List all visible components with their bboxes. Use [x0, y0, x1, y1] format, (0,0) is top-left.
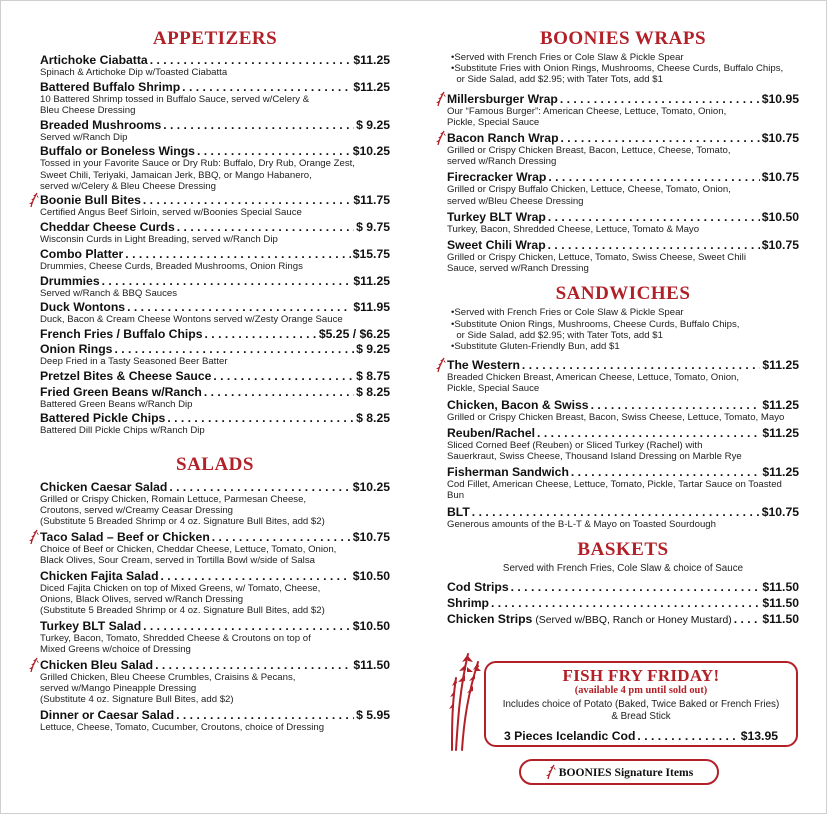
leader-dots [182, 80, 351, 94]
wheat-icon [435, 357, 447, 373]
leader-dots [561, 131, 760, 145]
menu-item-name: Combo Platter [40, 246, 124, 261]
leader-dots [571, 465, 760, 479]
menu-item-name: Cheddar Cheese Curds [40, 220, 175, 235]
leader-dots [548, 170, 759, 184]
menu-item-name: Fried Green Beans w/Ranch [40, 384, 202, 399]
menu-item [40, 369, 390, 383]
menu-item-price: $11.25 [762, 425, 799, 440]
leader-dots [169, 480, 350, 494]
menu-item-price: $ 8.25 [356, 411, 390, 426]
menu-item-name: Drummies [40, 273, 100, 288]
menu-item [40, 53, 390, 78]
menu-item-name: Taco Salad – Beef or Chicken [40, 529, 210, 544]
menu-item-name: Millersburger Wrap [447, 91, 558, 106]
leader-dots [163, 118, 354, 132]
note-line: •Substitute Onion Rings, Mushrooms, Cheese Curds, Buffalo Chips, [451, 318, 740, 330]
menu-item-price: $10.75 [352, 529, 390, 544]
menu-item-price: $11.25 [353, 273, 390, 288]
menu-item [40, 385, 390, 410]
fish-fry-desc [486, 699, 796, 723]
menu-item-description: Wisconsin Curds in Light Breading, served w/Ranch Dip [40, 234, 278, 246]
signature-items-badge [519, 759, 719, 785]
note-line: or Side Salad, add $2.95; with Tater Tots, add $1 [451, 329, 663, 341]
menu-item-price: $11.25 [762, 465, 799, 480]
menu-item-price: $10.75 [761, 504, 799, 519]
menu-item-name: Chicken Fajita Salad [40, 568, 159, 583]
leader-dots [161, 569, 351, 583]
menu-item-description: Duck, Bacon & Cream Cheese Wontons served w/Zesty Orange Sauce [40, 314, 343, 326]
menu-item-description: Pickle, Special Sauce [447, 116, 540, 128]
menu-item-line [40, 619, 390, 633]
fish-fry-desc-line: & Bread Stick [611, 711, 671, 722]
signature-items-label: BOONIES Signature Items [558, 765, 694, 779]
menu-item-line [40, 118, 390, 132]
fish-fry-subtitle: (available 4 pm until sold out) [574, 685, 708, 696]
menu-item-description: Certified Angus Beef Sirloin, served w/Boonies Special Sauce [40, 207, 302, 219]
basket-item-title: Chicken Strips [447, 611, 533, 626]
menu-item-name: Turkey BLT Salad [40, 618, 142, 633]
menu-item-description: (Substitute 5 Breaded Shrimp or 4 oz. Signature Bull Bites, add $2) [40, 515, 325, 527]
menu-item-name: Battered Pickle Chips [40, 411, 166, 426]
leader-dots [143, 619, 351, 633]
menu-item [40, 569, 390, 617]
basket-item [447, 612, 799, 628]
leader-dots [204, 385, 354, 399]
menu-item-description: Battered Dill Pickle Chips w/Ranch Dip [40, 425, 205, 437]
menu-item-description: 10 Battered Shrimp tossed in Buffalo Sauce, served w/Celery & [40, 93, 310, 105]
wheat-icon [28, 529, 40, 545]
menu-item-line [447, 170, 799, 184]
wheat-icon [545, 764, 557, 780]
leader-dots [197, 144, 351, 158]
menu-item [40, 220, 390, 245]
leader-dots [125, 247, 350, 261]
menu-item [447, 131, 799, 167]
menu-item-description: Battered Green Beans w/Ranch Dip [40, 398, 193, 410]
leader-dots [511, 580, 761, 594]
menu-item-price: $ 8.75 [356, 369, 390, 384]
menu-item [40, 118, 390, 143]
menu-item-name: Boonie Bull Bites [40, 193, 141, 208]
menu-item [40, 144, 390, 192]
menu-item-line [40, 300, 390, 314]
menu-item-line [447, 210, 799, 224]
menu-item-description: Grilled or Crispy Chicken Breast, Bacon, Swiss Cheese, Lettuce, Tomato, Mayo [447, 411, 785, 423]
wheat-icon [435, 130, 447, 146]
menu-item-price: $10.50 [352, 618, 390, 633]
wraps-title: BOONIES WRAPS [539, 28, 707, 49]
menu-item-name: Pretzel Bites & Cheese Sauce [40, 369, 212, 384]
menu-item-line [40, 220, 390, 234]
leader-dots [176, 708, 354, 722]
menu-item-price: $10.75 [761, 170, 799, 185]
menu-item-description: Sauce, served w/Ranch Dressing [447, 263, 589, 275]
basket-item-name [447, 596, 489, 610]
leader-dots [637, 729, 738, 743]
menu-item [447, 505, 799, 530]
menu-item-description: Generous amounts of the B-L-T & Mayo on Toasted Sourdough [447, 518, 716, 530]
menu-item-description: (Substitute 4 oz. Signature Bull Bites, add $2) [40, 693, 234, 705]
leader-dots [548, 210, 760, 224]
menu-item-price: $5.25 / $6.25 [318, 326, 390, 341]
menu-item-line [40, 53, 390, 67]
menu-item-name: Battered Buffalo Shrimp [40, 79, 181, 94]
menu-item [447, 170, 799, 206]
leader-dots [472, 505, 760, 519]
basket-item-title: Shrimp [447, 595, 489, 610]
leader-dots [167, 411, 354, 425]
menu-item-description: Spinach & Artichoke Dip w/Toasted Ciabatta [40, 67, 228, 78]
menu-item-price: $ 8.25 [356, 384, 390, 399]
menu-item-description: Black Olives, Sour Cream, served in Tortilla Bowl w/side of Salsa [40, 554, 315, 566]
sandwiches-list [447, 358, 799, 530]
menu-item-line [40, 274, 390, 288]
menu-item [40, 247, 390, 272]
baskets-title: BASKETS [577, 538, 669, 560]
note-line: •Served with French Fries or Cole Slaw & Pickle Spear [451, 307, 684, 319]
menu-item-description: Cod Fillet, American Cheese, Lettuce, Tomato, Pickle, Tartar Sauce on Toasted Bun [447, 479, 782, 502]
right-column [447, 28, 799, 628]
menu-item [40, 342, 390, 367]
leader-dots [491, 596, 760, 610]
wheat-icon [28, 657, 40, 673]
menu-item-price: $11.75 [353, 193, 390, 208]
leader-dots [155, 658, 351, 672]
menu-item-price: $ 9.75 [356, 220, 390, 235]
note-line: •Substitute Fries with Onion Rings, Mushrooms, Cheese Curds, Buffalo Chips, [451, 63, 784, 75]
appetizers-list [40, 53, 390, 437]
appetizers-title: APPETIZERS [152, 28, 278, 49]
wheat-decoration-icon [446, 648, 486, 752]
sandwiches-notes [447, 307, 799, 352]
fish-fry-desc-line: Includes choice of Potato (Baked, Twice Baked or French Fries) [502, 699, 780, 710]
menu-item-description: Grilled or Crispy Buffalo Chicken, Lettuce, Cheese, Tomato, Onion, [447, 184, 731, 196]
menu-item [447, 398, 799, 423]
wraps-list [447, 92, 799, 275]
fish-fry-item [504, 729, 778, 743]
menu-item-price: $10.25 [352, 144, 390, 159]
leader-dots [127, 300, 351, 314]
menu-item-line [40, 658, 390, 672]
menu-item-line [40, 530, 390, 544]
menu-item [447, 358, 799, 394]
menu-item-line [40, 480, 390, 494]
menu-item-price: $ 5.95 [356, 707, 390, 722]
menu-item-description: Croutons, served w/Creamy Ceasar Dressing [40, 504, 234, 516]
basket-item-name [447, 580, 509, 594]
leader-dots [205, 327, 317, 341]
menu-item-name: Bacon Ranch Wrap [447, 131, 559, 146]
wheat-icon [28, 192, 40, 208]
leader-dots [212, 530, 351, 544]
menu-item-name: Sweet Chili Wrap [447, 238, 546, 253]
menu-item-description: Grilled or Crispy Chicken Breast, Bacon, Lettuce, Cheese, Tomato, [447, 145, 731, 157]
basket-item-name [447, 612, 732, 628]
wheat-icon [435, 91, 447, 107]
menu-item-description: Deep Fried in a Tasty Seasoned Beer Batter [40, 356, 228, 368]
menu-item [40, 327, 390, 341]
menu-item [40, 619, 390, 655]
fish-fry-item-price: $13.95 [740, 729, 778, 743]
menu-item-description: Drummies, Cheese Curds, Breaded Mushrooms, Onion Rings [40, 260, 303, 272]
leader-dots [560, 92, 760, 106]
menu-item-price: $10.75 [761, 238, 799, 253]
menu-item-price: $ 9.25 [356, 342, 390, 357]
leader-dots [177, 220, 354, 234]
menu-item-name: BLT [447, 504, 470, 519]
sandwiches-title: SANDWICHES [555, 283, 691, 305]
left-column [40, 28, 390, 733]
note-line: •Substitute Gluten-Friendly Bun, add $1 [451, 341, 620, 353]
menu-item-line [40, 144, 390, 158]
menu-item-name: Chicken, Bacon & Swiss [447, 397, 589, 412]
menu-item-description: served w/Ranch Dressing [447, 156, 557, 168]
leader-dots [537, 426, 760, 440]
baskets-list [447, 580, 799, 628]
leader-dots [114, 342, 354, 356]
menu-item-price: $10.95 [761, 91, 799, 106]
menu-item-line [447, 238, 799, 252]
menu-item-price: $10.25 [352, 479, 390, 494]
menu-item-description: Diced Fajita Chicken on top of Mixed Greens, w/ Tomato, Cheese, [40, 582, 321, 594]
leader-dots [522, 358, 760, 372]
salads-list [40, 480, 390, 733]
menu-item-price: $11.50 [353, 657, 390, 672]
menu-item-description: Served w/Ranch Dip [40, 131, 128, 143]
menu-item-description: Served w/Ranch & BBQ Sauces [40, 287, 178, 299]
menu-item [40, 80, 390, 116]
basket-item-price: $11.50 [762, 579, 799, 594]
menu-item-price: $11.25 [353, 53, 390, 67]
menu-item-name: Turkey BLT Wrap [447, 209, 546, 224]
menu-item-description: Turkey, Bacon, Tomato, Shredded Cheese & Croutons on top of [40, 632, 311, 644]
menu-item-line [40, 569, 390, 583]
menu-item-line [40, 369, 390, 383]
menu-item-description: Pickle, Special Sauce [447, 383, 540, 395]
menu-item-price: $11.95 [353, 300, 390, 315]
fish-fry-item-name: 3 Pieces Icelandic Cod [504, 729, 636, 743]
menu-item-name: Duck Wontons [40, 300, 126, 315]
menu-item-description: served w/Bleu Cheese Dressing [447, 195, 584, 207]
menu-item-description: Sauerkraut, Swiss Cheese, Thousand Island Dressing on Marble Rye [447, 451, 742, 463]
menu-item-name: Fisherman Sandwich [447, 465, 569, 480]
menu-item-line [40, 80, 390, 94]
leader-dots [734, 612, 761, 626]
menu-item-price: $10.75 [761, 131, 799, 146]
menu-item [40, 193, 390, 218]
menu-item [40, 300, 390, 325]
menu-item-price: $15.75 [352, 246, 390, 261]
menu-item-description: Our “Famous Burger”: American Cheese, Lettuce, Tomato, Onion, [447, 105, 727, 117]
menu-item-description: served w/Celery & Bleu Cheese Dressing [40, 180, 216, 192]
menu-item [447, 465, 799, 501]
menu-item-name: The Western [447, 358, 520, 373]
menu-item-line [40, 193, 390, 207]
salads-title: SALADS [176, 453, 254, 475]
basket-item-price: $11.50 [762, 611, 799, 626]
menu-item-description: Tossed in your Favorite Sauce or Dry Rub: Buffalo, Dry Rub, Orange Zest, [40, 158, 355, 170]
menu-item-description: served w/Mango Pineapple Dressing [40, 682, 197, 694]
menu-item [447, 210, 799, 235]
menu-item-description: Turkey, Bacon, Shredded Cheese, Lettuce, Tomato & Mayo [447, 223, 700, 235]
menu-item [447, 426, 799, 462]
menu-item-line [447, 426, 799, 440]
menu-item-name: Breaded Mushrooms [40, 117, 162, 132]
menu-item-description: Choice of Beef or Chicken, Cheddar Cheese, Lettuce, Tomato, Onion, [40, 543, 337, 555]
menu-item-line [40, 385, 390, 399]
leader-dots [591, 398, 761, 412]
menu-item-line [40, 247, 390, 261]
basket-item-note: (Served w/BBQ, Ranch or Honey Mustard) [535, 614, 732, 626]
menu-item [40, 530, 390, 566]
menu-item-name: Dinner or Caesar Salad [40, 707, 175, 722]
menu-item-name: Chicken Bleu Salad [40, 657, 154, 672]
note-line: •Served with French Fries or Cole Slaw & Pickle Spear [451, 52, 684, 63]
menu-item [447, 92, 799, 128]
menu-item-price: $11.25 [762, 358, 799, 373]
leader-dots [548, 238, 760, 252]
menu-item-line [447, 131, 799, 145]
menu-item-description: Onions, Black Olives, served w/Ranch Dressing [40, 593, 244, 605]
menu-item-name: Onion Rings [40, 342, 113, 357]
menu-item-line [40, 342, 390, 356]
menu-item-line [447, 505, 799, 519]
menu-item [40, 708, 390, 733]
menu-item-description: Breaded Chicken Breast, American Cheese, Lettuce, Tomato, Onion, [447, 372, 740, 384]
menu-item-name: Artichoke Ciabatta [40, 53, 148, 67]
fish-fry-friday-box [484, 661, 798, 747]
basket-item [447, 580, 799, 594]
menu-item [40, 411, 390, 436]
menu-item-line [447, 465, 799, 479]
menu-item-line [447, 398, 799, 412]
menu-item-description: Grilled or Crispy Chicken, Lettuce, Tomato, Swiss Cheese, Sweet Chili [447, 252, 746, 264]
basket-item-price: $11.50 [762, 595, 799, 610]
menu-item-description: Bleu Cheese Dressing [40, 104, 136, 116]
menu-item-name: Chicken Caesar Salad [40, 479, 168, 494]
menu-item-price: $11.25 [353, 79, 390, 94]
menu-item-name: Buffalo or Boneless Wings [40, 144, 195, 159]
menu-item-line [40, 411, 390, 425]
wraps-notes [447, 52, 799, 86]
leader-dots [150, 53, 352, 67]
menu-item [40, 658, 390, 706]
menu-item-description: Sliced Corned Beef (Reuben) or Sliced Turkey (Rachel) with [447, 439, 703, 451]
menu-item-description: Lettuce, Cheese, Tomato, Cucumber, Croutons, choice of Dressing [40, 721, 325, 733]
menu-item-price: $11.25 [762, 397, 799, 412]
menu-item-name: French Fries / Buffalo Chips [40, 326, 203, 341]
menu-item-name: Reuben/Rachel [447, 425, 536, 440]
menu-item-price: $ 9.25 [356, 117, 390, 132]
menu-item-description: Grilled or Crispy Chicken, Romain Lettuce, Parmesan Cheese, [40, 493, 307, 505]
leader-dots [102, 274, 352, 288]
menu-item-description: Sweet Chili, Teriyaki, Jamaican Jerk, BBQ, or Mango Habanero, [40, 169, 312, 181]
menu-item-line [40, 708, 390, 722]
fish-fry-title: FISH FRY FRIDAY! [562, 666, 720, 685]
menu-item-line [447, 92, 799, 106]
leader-dots [213, 369, 354, 383]
basket-item [447, 596, 799, 610]
menu-item [40, 480, 390, 528]
baskets-note: Served with French Fries, Cole Slaw & choice of Sauce [502, 562, 744, 574]
menu-item-line [40, 327, 390, 341]
basket-item-title: Cod Strips [447, 579, 509, 594]
note-line: or Side Salad, add $2.95; with Tater Tots, add $1 [451, 74, 663, 86]
menu-item-price: $10.50 [352, 568, 390, 583]
menu-item-price: $10.50 [761, 209, 799, 224]
leader-dots [143, 193, 351, 207]
menu-item-description: Mixed Greens w/choice of Dressing [40, 643, 191, 655]
menu-item [447, 238, 799, 274]
menu-item-description: (Substitute 5 Breaded Shrimp or 4 oz. Signature Bull Bites, add $2) [40, 604, 325, 616]
menu-item-name: Firecracker Wrap [447, 170, 547, 185]
menu-item-line [447, 358, 799, 372]
menu-item-description: Grilled Chicken, Bleu Cheese Crumbles, Craisins & Pecans, [40, 671, 296, 683]
menu-item [40, 274, 390, 299]
